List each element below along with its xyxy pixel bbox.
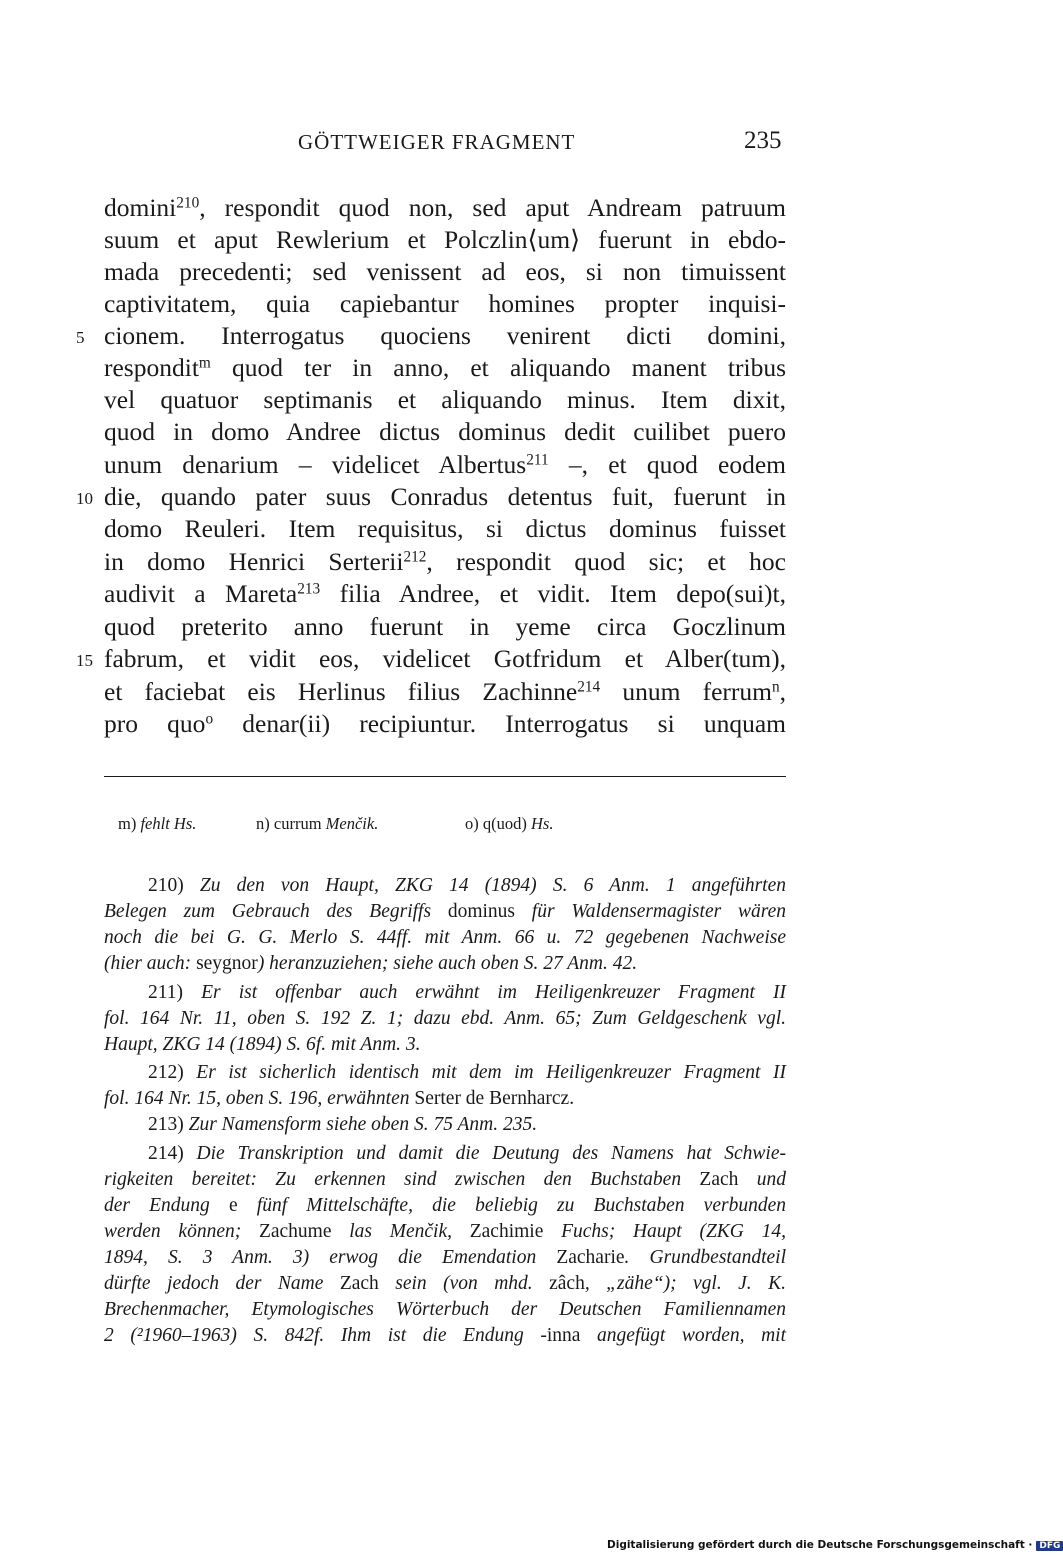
text-line: suum et aput Rewlerium et Polczlin⟨um⟩ fuerunt in ebdo- — [104, 225, 786, 254]
footnote-line: fol. 164 Nr. 11, oben S. 192 Z. 1; dazu ebd. Anm. 65; Zum Geldgeschenk vgl. — [104, 1008, 786, 1029]
text-line: audivit a Mareta$^{213}$ filia Andree, et vidit. Item depo(sui)t, — [104, 579, 786, 608]
line-number: 15 — [76, 651, 93, 670]
text-line: pro quo$^o$ denar(ii) recipiuntur. Interrogatus si unquam — [104, 709, 786, 738]
footnote-line: 210) Zu den von Haupt, ZKG 14 (1894) S. 6 Anm. 1 angeführten — [148, 875, 786, 896]
footnote-line: noch die bei G. G. Merlo S. 44ff. mit Anm. 66 u. 72 gegebenen Nachweise — [104, 927, 786, 948]
apparatus-ref: o — [205, 710, 214, 728]
footnote-line: 214) Die Transkription und damit die Deutung des Namens hat Schwie- — [148, 1143, 786, 1164]
text-line: quod preterito anno fuerunt in yeme circa Goczlinum — [104, 612, 786, 641]
header-title: GÖTTWEIGER FRAGMENT — [298, 130, 576, 154]
footnote-line: (hier auch: seygnor) heranzuziehen; siehe auch oben S. 27 Anm. 42. — [104, 953, 638, 974]
apparatus-note: m) fehlt Hs. — [118, 814, 197, 833]
apparatus-ref: n — [771, 678, 780, 696]
line-number: 10 — [76, 489, 93, 508]
footnote-line: 213) Zur Namensform siehe oben S. 75 Anm. 235. — [148, 1114, 538, 1135]
footnote-line: Haupt, ZKG 14 (1894) S. 6f. mit Anm. 3. — [104, 1034, 421, 1055]
apparatus-note: o) q(uod) Hs. — [465, 814, 554, 833]
text-line: cionem. Interrogatus quociens venirent dicti domini, — [104, 321, 786, 350]
text-line: captivitatem, quia capiebantur homines propter inquisi- — [104, 289, 786, 318]
credit-text: Digitalisierung gefördert durch die Deutsche Forschungsgemeinschaft · — [607, 1539, 1033, 1551]
footnote-line: fol. 164 Nr. 15, oben S. 196, erwähnten Serter de Bernharcz. — [104, 1088, 575, 1109]
digitization-credit — [607, 1539, 1063, 1551]
footnote-line: 212) Er ist sicherlich identisch mit dem im Heiligenkreuzer Fragment II — [148, 1062, 786, 1083]
footnote-ref: 210 — [176, 194, 200, 212]
footnote-line: der Endung e fünf Mittelschäfte, die beliebig zu Buchstaben verbunden — [104, 1195, 786, 1216]
footnote-ref: 213 — [297, 580, 321, 598]
footnote-line: 2 (²1960–1963) S. 842f. Ihm ist die Endung -inna angefügt worden, mit — [104, 1325, 786, 1346]
text-line: domo Reuleri. Item requisitus, si dictus dominus fuisset — [104, 514, 786, 543]
text-line: in domo Henrici Serterii$^{212}$, respondit quod sic; et hoc — [104, 547, 786, 576]
text-line: mada precedenti; sed venissent ad eos, si non timuissent — [104, 257, 786, 286]
footnote-line: 1894, S. 3 Anm. 3) erwog die Emendation Zacharie. Grundbestandteil — [104, 1247, 786, 1268]
dfg-logo: DFG — [1036, 1541, 1063, 1551]
page-number: 235 — [744, 127, 782, 154]
footnote-line: werden können; Zachume las Menčik, Zachimie Fuchs; Haupt (ZKG 14, — [104, 1221, 786, 1242]
footnote-ref: 214 — [577, 678, 601, 696]
apparatus-note: n) currum Menčik. — [256, 814, 379, 833]
footnote-divider — [104, 776, 786, 777]
line-number: 5 — [76, 328, 85, 347]
text-line: unum denarium – videlicet Albertus$^{211}$ –, et quod eodem — [104, 450, 787, 479]
footnote-line: 211) Er ist offenbar auch erwähnt im Heiligenkreuzer Fragment II — [148, 982, 786, 1003]
footnote-line: dürfte jedoch der Name Zach sein (von mhd. zâch, „zähe“); vgl. J. K. — [104, 1273, 787, 1294]
apparatus-ref: m — [198, 354, 211, 372]
text-line: et faciebat eis Herlinus filius Zachinne$^{214}$ unum ferrum$^n$, — [104, 677, 786, 706]
text-line: respondit$^m$ quod ter in anno, et aliquando manent tribus — [104, 353, 786, 382]
footnote-line: rigkeiten bereitet: Zu erkennen sind zwischen den Buchstaben Zach und — [104, 1169, 786, 1190]
footnote-line: Brechenmacher, Etymologisches Wörterbuch der Deutschen Familiennamen — [104, 1299, 786, 1320]
text-line: domini$^{210}$, respondit quod non, sed aput Andream patruum — [104, 193, 786, 222]
footnote-ref: 212 — [403, 548, 427, 566]
footnote-ref: 211 — [526, 451, 549, 469]
footnote-line: Belegen zum Gebrauch des Begriffs dominus für Waldensermagister wären — [104, 901, 786, 922]
text-line: die, quando pater suus Conradus detentus fuit, fuerunt in — [104, 482, 786, 511]
text-line: vel quatuor septimanis et aliquando minus. Item dixit, — [104, 385, 786, 414]
text-line: quod in domo Andree dictus dominus dedit cuilibet puero — [104, 417, 786, 446]
text-line: fabrum, et vidit eos, videlicet Gotfridum et Alber(tum), — [104, 644, 786, 673]
